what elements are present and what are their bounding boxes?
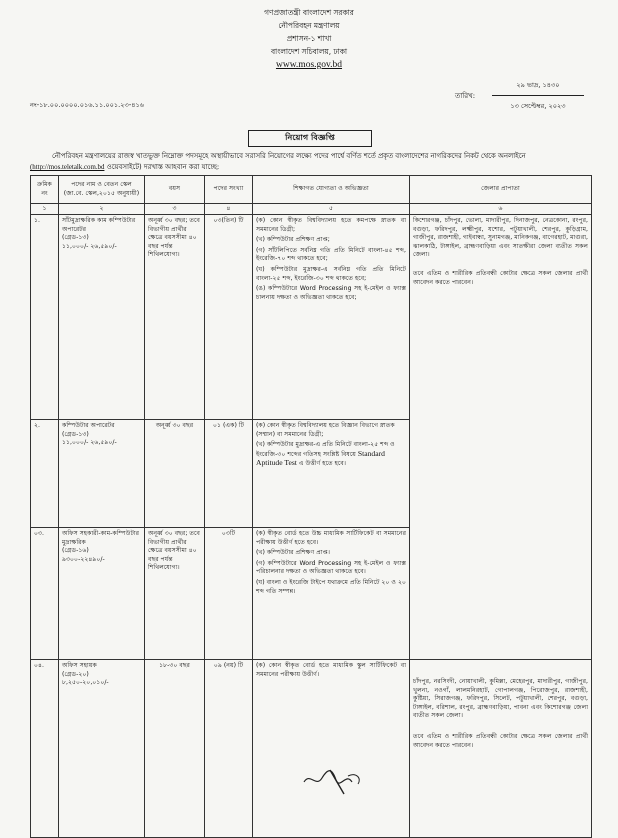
- row-age: ১৮-৩০ বছর: [145, 660, 205, 838]
- post-scale: ১১,০০০/- ২৬,৫৯০/-: [62, 242, 117, 250]
- row-age: অনূর্ধ্ব ৩০ বছর: [145, 420, 205, 528]
- qualification-item: (ঙ) কম্পিউটারে Word Processing সহ ই-মেইল ও ফ্যাক্স চালনায় দক্ষতা ও অভিজ্ঞতা থাকতে হবে;: [256, 285, 406, 301]
- header-count: পদের সংখ্যা: [205, 176, 253, 204]
- post-title: অফিস সহকারী-কাম-কম্পিউটার মুদ্রাক্ষরিক: [62, 530, 140, 546]
- header-website: www.mos.gov.bd: [275, 60, 343, 70]
- col-number: ১: [31, 204, 59, 215]
- row-count: ০১ (এক) টি: [205, 420, 253, 528]
- qualification-item: (ক) স্বীকৃত বোর্ড হতে উচ্চ মাধ্যমিক সার্টিফিকেট বা সমমানের পরীক্ষায় উত্তীর্ণ হতে হবে।: [256, 530, 406, 546]
- header-age: বয়স: [145, 176, 205, 204]
- row-serial: ২.: [31, 420, 59, 528]
- header-govt: গণপ্রজাতন্ত্রী বাংলাদেশ সরকার: [264, 8, 354, 17]
- signature-mark: [300, 762, 370, 798]
- row-qualification: [253, 215, 410, 420]
- district-note: তবে এতিম ও শারীরিক প্রতিবন্ধী কোটার ক্ষেত্রে সকল জেলার প্রার্থী আবেদন করতে পারবেন।: [413, 732, 588, 749]
- row-post: [59, 420, 145, 528]
- row-serial: ০৪.: [31, 660, 59, 838]
- date-bangla: ২৯ ভাদ্র, ১৪৩০: [492, 79, 584, 96]
- row-age: অনূর্ধ্ব ৩০ বছর; তবে বিভাগীয় প্রার্থীর ক্ষেত্রে বয়সসীমা ৪০ বছর পর্যন্ত শিথিলযোগ্য।: [145, 215, 205, 420]
- row-qualification: [253, 420, 410, 528]
- header-ministry: নৌপরিবহন মন্ত্রণালয়: [278, 21, 340, 30]
- header-section: প্রশাসন-১ শাখা: [286, 34, 332, 43]
- row-qualification: [253, 528, 410, 660]
- col-number: ৪: [205, 204, 253, 215]
- post-grade: (গ্রেড-১৩): [62, 430, 89, 438]
- row-count: ০৩টি: [205, 528, 253, 660]
- col-number: ২: [59, 204, 145, 215]
- qualification-item: (গ) সাঁটলিপিতে সর্বনিম্ন গতি প্রতি মিনিটে বাংলা-৪৫ শব্দ, ইংরেজি-৭০ শব্দ থাকতে হবে;: [256, 246, 406, 263]
- vacancy-table: [30, 175, 592, 838]
- header-qualification: শিক্ষাগত যোগ্যতা ও অভিজ্ঞতা: [253, 176, 410, 204]
- table-row: [31, 660, 592, 838]
- qualification-text-end: এ উত্তীর্ণ হতে হবে।: [298, 460, 346, 468]
- qualification-item: (ঘ) কম্পিউটার মুদ্রাক্ষর-এ সর্বনিম্ন গতি প্রতি মিনিটে বাংলা-২৫ শব্দ, ইংরেজি-৩০ শব্দ থাকতে হবে;: [256, 265, 406, 282]
- qualification-item: (খ) কম্পিউটার প্রশিক্ষণ প্রাপ্ত।: [256, 549, 330, 557]
- row-count: ০৯ (নয়) টি: [205, 660, 253, 838]
- date-label: তারিখ:: [455, 92, 476, 100]
- qualification-english: Standard Aptitude Test: [256, 448, 385, 468]
- header-address: বাংলাদেশ সচিবালয়, ঢাকা: [270, 47, 348, 56]
- qualification-item: (ক) কোন স্বীকৃত বিশ্ববিদ্যালয় হতে কমপক্ষে স্নাতক বা সমমানের ডিগ্রী;: [256, 217, 406, 233]
- row-post: [59, 660, 145, 838]
- table-row: [31, 215, 592, 420]
- post-title: সাঁটমুদ্রাক্ষরিক কাম কম্পিউটার অপারেটর: [62, 217, 136, 233]
- qualification-item: (ক) কোন স্বীকৃত বিশ্ববিদ্যালয় হতে বিজ্ঞান বিভাগে স্নাতক (সম্মান) বা সমমানের ডিগ্রী;: [256, 422, 395, 438]
- row-count: ০৩(তিন) টি: [205, 215, 253, 420]
- date-block: [492, 79, 584, 112]
- qualification-text: (খ) কম্পিউটার মুদ্রাক্ষর-এ প্রতি মিনিটে বাংলা-২৫ শব্দ ও ইংরেজি-৩০ শব্দের গতিসহ সংশ্লিষ্ট বিষয়ে: [256, 441, 395, 458]
- col-number: ৫: [253, 204, 410, 215]
- qualification-item: (খ) কম্পিউটার প্রশিক্ষণ প্রাপ্ত;: [256, 236, 330, 244]
- post-title: অফিস সহায়ক: [62, 662, 97, 669]
- intro-text-end: ওয়েবসাইটে) দরখাস্ত আহবান করা যাচ্ছে:: [106, 163, 220, 171]
- col-number: ৩: [145, 204, 205, 215]
- intro-text: নৌপরিবহন মন্ত্রণালয়ের রাজস্ব খাতভুক্ত নিম্নোক্ত পদসমূহে অস্থায়ীভাবে সরাসরি নিয়োগের লক্ষ্যে পদের পার্শ্বে বর্ণিত শর্তে প্রকৃত বাংলাদেশের নাগরিকদের নিকট থেকে অনলাইনে: [52, 152, 526, 160]
- teletalk-link[interactable]: (http://mos.teletalk.com.bd: [30, 164, 105, 171]
- post-title: কম্পিউটার অপারেটর: [62, 422, 115, 429]
- row-serial: ০৩.: [31, 528, 59, 660]
- post-grade: (গ্রেড-১৩): [62, 234, 89, 242]
- header-serial: ক্রমিক নং: [31, 176, 59, 204]
- notice-title: নিয়োগ বিজ্ঞপ্তি: [248, 130, 372, 147]
- col-number: ৬: [410, 204, 592, 215]
- qualification-item: [256, 441, 406, 469]
- district-note: তবে এতিম ও শারীরিক প্রতিবন্ধী কোটার ক্ষেত্রে সকল জেলার প্রার্থী আবেদন করতে পারবেন।: [413, 269, 588, 286]
- qualification-item: (ক) কোন স্বীকৃত বোর্ড হতে মাধ্যমিক স্কুল সার্টিফিকেট বা সমমানের পরীক্ষায় উত্তীর্ণ।: [256, 662, 406, 678]
- date-english: ১৩ সেপ্টেম্বর, ২০২৩: [510, 102, 566, 110]
- row-age: অনূর্ধ্ব ৩০ বছর; তবে বিভাগীয় প্রার্থীর ক্ষেত্রে বয়সসীমা ৪০ বছর পর্যন্ত শিথিলযোগ্য।: [145, 528, 205, 660]
- post-scale: ৮,২৫০-২০,০১০/-: [62, 679, 109, 687]
- row-qualification: [253, 660, 410, 838]
- post-scale: ৯৩০০-২২৪৯০/-: [62, 555, 105, 563]
- header-post: পদের নাম ও বেতন স্কেল (জা.বে. স্কেল,২০১৫ অনুযায়ী): [59, 176, 145, 204]
- intro-paragraph: [30, 151, 590, 173]
- district-list: চাঁদপুর, নরসিংদী, নোয়াখালী, কুমিল্লা, মেহেরপুর, মাদারীপুর, গাজীপুর, খুলনা, নওগাঁ, লালমনিরহাট, গোপালগঞ্জ, পিরোজপুর, রাজশাহী, কুষ্টিয়া, সিরাজগঞ্জ, ফরিদপুর, সিলেট, পটুয়াখালী, শেরপুর, বগুড়া, টাঙ্গাইল, বরিশাল, রংপুর, ব্রাহ্মণবাড়িয়া, পাবনা এবং কিশোরগঞ্জ জেলা ব্যতীত সকল জেলা।: [413, 678, 588, 720]
- post-grade: (গ্রেড-২০): [62, 670, 89, 678]
- memo-number: নং-১৮.০০.০০০০.০১৬.১১.০০১.২৩-৪১৬: [30, 101, 145, 109]
- district-list: কিশোরগঞ্জ, চাঁদপুর, ভোলা, মাদারীপুর, দিনাজপুর, নেত্রকোনা, রংপুর, বগুড়া, ফরিদপুর, লক্ষ্মীপুর, যশোর, পটুয়াখালী, শেরপুর, কুড়িগ্রাম, গাজীপুর, রাজশাহী, গাইবান্ধা, সুনামগঞ্জ, মানিকগঞ্জ, বাগেরহাট, মাগুরা, ঝালকাঠি, টাঙ্গাইল, ব্রাহ্মণবাড়িয়া এবং সাতক্ষীরা জেলা ব্যতীত সকল জেলা।: [413, 217, 588, 259]
- row-serial: ১.: [31, 215, 59, 420]
- header-district: জেলার প্রাপ্যতা: [410, 176, 592, 204]
- post-scale: ১১,০০০/- ২৬,৫৯০/-: [62, 439, 117, 447]
- qualification-item: (ঘ) বাংলা ও ইংরেজি টাইপে যথাক্রমে প্রতি মিনিটে ২০ ও ২০ শব্দ গতি সম্পন্ন।: [256, 578, 406, 595]
- post-grade: (গ্রেড-১৬): [62, 547, 89, 555]
- row-district: [410, 660, 592, 838]
- row-district: [410, 215, 592, 660]
- row-post: [59, 215, 145, 420]
- row-post: [59, 528, 145, 660]
- qualification-item: (গ) কম্পিউটারে Word Processing সহ ই-মেইল ও ফ্যাক্স পরিচালনার দক্ষতা ও অভিজ্ঞতা থাকতে হবে।: [256, 559, 406, 576]
